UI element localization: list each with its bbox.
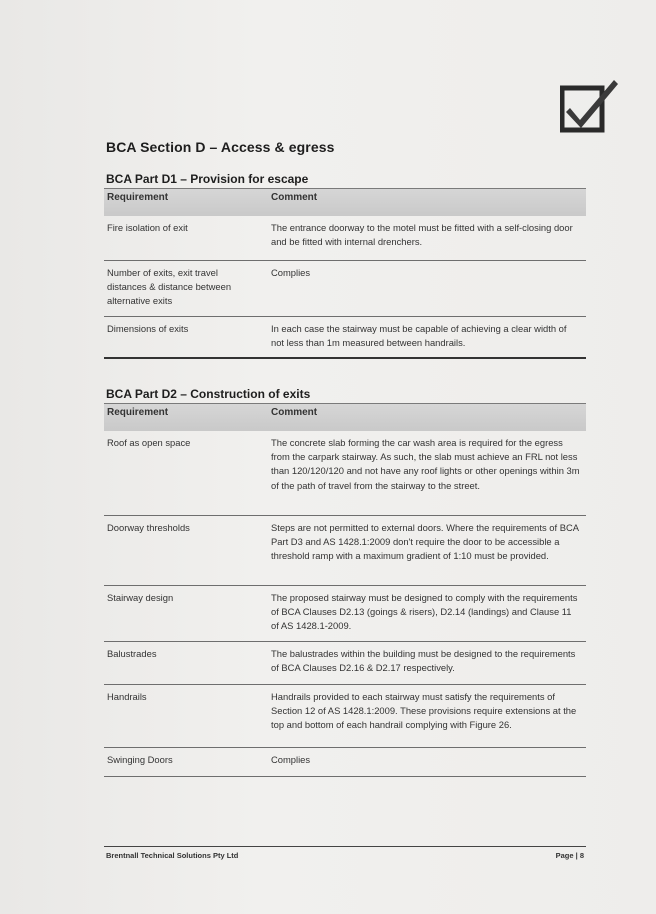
row-comment: The balustrades within the building must be designed to the requirements of BCA Clauses D2.16 & D2.17 respectively.: [271, 648, 576, 674]
table-row: [104, 317, 586, 359]
row-comment: The entrance doorway to the motel must be fitted with a self-closing door and be fitted with internal drenchers.: [271, 222, 573, 248]
header-comment: Comment: [271, 192, 318, 203]
header-comment: Comment: [271, 407, 318, 418]
row-comment: Complies: [271, 754, 311, 765]
row-comment: Handrails provided to each stairway must satisfy the requirements of Section 12 of AS 1428.1:2009. These provisions require extensions at the top and bottom of each handrail complying with Figure 26.: [271, 691, 577, 731]
part-d2-title: BCA Part D2 – Construction of exits: [106, 387, 311, 401]
header-requirement: Requirement: [107, 407, 169, 418]
table-row: [104, 431, 586, 516]
checked-box-icon: [560, 78, 620, 134]
row-requirement: Roof as open space: [107, 437, 191, 448]
row-comment: In each case the stairway must be capable of achieving a clear width of not less than 1m measured between handrails.: [271, 323, 567, 349]
header-requirement: Requirement: [107, 192, 169, 203]
row-comment: The concrete slab forming the car wash area is required for the egress from the carpark stairway. As such, the slab must achieve an FRL not less than 120/120/120 and not have any roof lights or other openings within 3m of the path of travel from the stairway to the street.: [271, 437, 580, 491]
table-part-d1: [104, 188, 586, 359]
row-requirement: Dimensions of exits: [107, 323, 189, 334]
table-header: [104, 403, 586, 431]
row-requirement: Number of exits, exit travel distances & distance between alternative exits: [107, 267, 232, 307]
row-requirement: Doorway thresholds: [107, 522, 190, 533]
part-d1-title: BCA Part D1 – Provision for escape: [106, 172, 309, 186]
row-comment: Steps are not permitted to external doors. Where the requirements of BCA Part D3 and AS 1428.1:2009 don't require the door to be accessible a threshold ramp with a maximum gradient of 1:10 must be provided.: [271, 522, 579, 562]
table-row: [104, 261, 586, 317]
table-row: [104, 748, 586, 777]
table-row: [104, 642, 586, 685]
table-part-d2: [104, 403, 586, 777]
table-row: [104, 516, 586, 586]
table-row: [104, 216, 586, 261]
footer-page-number: Page | 8: [555, 851, 584, 860]
footer-company: Brentnall Technical Solutions Pty Ltd: [106, 851, 239, 860]
table-row: [104, 586, 586, 642]
table-row: [104, 685, 586, 748]
footer-divider: [104, 846, 586, 847]
row-requirement: Stairway design: [107, 592, 174, 603]
row-comment: The proposed stairway must be designed to comply with the requirements of BCA Clauses D2.13 (goings & risers), D2.14 (landings) and Clause 11 of AS 1428.1-2009.: [271, 592, 578, 632]
row-comment: Complies: [271, 267, 311, 278]
row-requirement: Balustrades: [107, 648, 157, 659]
row-requirement: Fire isolation of exit: [107, 222, 188, 233]
table-header: [104, 188, 586, 216]
row-requirement: Handrails: [107, 691, 147, 702]
section-title: BCA Section D – Access & egress: [106, 139, 335, 155]
row-requirement: Swinging Doors: [107, 754, 173, 765]
